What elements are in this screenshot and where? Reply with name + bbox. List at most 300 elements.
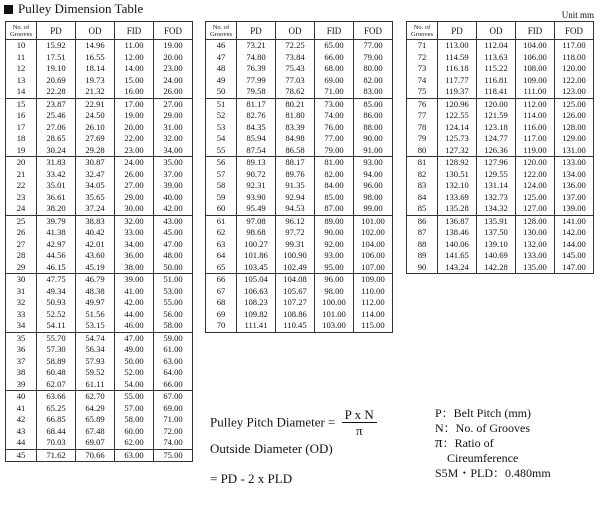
table-cell: 112.00 bbox=[516, 98, 555, 110]
table-cell: 111.41 bbox=[237, 320, 276, 332]
table-cell: 115.22 bbox=[477, 63, 516, 75]
table-cell: 136.00 bbox=[555, 180, 594, 192]
table-cell: 86.58 bbox=[276, 145, 315, 157]
table-cell: 34.05 bbox=[76, 180, 115, 192]
table-cell: 26.00 bbox=[115, 169, 154, 181]
dimension-table-1 bbox=[5, 21, 193, 462]
table-cell: 30.87 bbox=[76, 157, 115, 169]
table-cell: 41.00 bbox=[115, 286, 154, 298]
table-cell: 97.08 bbox=[237, 215, 276, 227]
table-cell: 107.27 bbox=[276, 297, 315, 309]
column-header: FOD bbox=[154, 22, 193, 40]
table-cell: 52 bbox=[206, 110, 237, 122]
table-cell: 36.61 bbox=[37, 192, 76, 204]
table-cell: 83.39 bbox=[276, 122, 315, 134]
table-cell: 118.41 bbox=[477, 86, 516, 98]
table-row bbox=[6, 86, 193, 98]
table-row bbox=[206, 75, 393, 87]
table-cell: 51 bbox=[206, 98, 237, 110]
table-row bbox=[206, 262, 393, 274]
table-cell: 45.19 bbox=[76, 262, 115, 274]
table-cell: 82.76 bbox=[237, 110, 276, 122]
table-cell: 44 bbox=[6, 437, 37, 449]
table-cell: 68.44 bbox=[37, 426, 76, 438]
table-cell: 74 bbox=[407, 75, 438, 87]
table-cell: 48 bbox=[206, 63, 237, 75]
table-cell: 28.65 bbox=[37, 133, 76, 145]
table-cell: 132.73 bbox=[477, 192, 516, 204]
table-cell: 69.00 bbox=[154, 403, 193, 415]
table-cell: 19 bbox=[6, 145, 37, 157]
table-cell: 77.00 bbox=[315, 133, 354, 145]
table-cell: 140.69 bbox=[477, 250, 516, 262]
table-cell: 102.49 bbox=[276, 262, 315, 274]
table-cell: 29 bbox=[6, 262, 37, 274]
table-cell: 27.69 bbox=[76, 133, 115, 145]
table-cell: 125.00 bbox=[516, 192, 555, 204]
table-cell: 57.30 bbox=[37, 344, 76, 356]
table-cell: 140.06 bbox=[438, 239, 477, 251]
table-cell: 143.24 bbox=[438, 262, 477, 274]
table-row bbox=[407, 192, 594, 204]
table-cell: 51.56 bbox=[76, 309, 115, 321]
table-cell: 42.97 bbox=[37, 239, 76, 251]
table-cell: 47.00 bbox=[115, 332, 154, 344]
table-row bbox=[6, 356, 193, 368]
table-cell: 23.87 bbox=[37, 98, 76, 110]
table-cell: 96.12 bbox=[276, 215, 315, 227]
table-cell: 59 bbox=[206, 192, 237, 204]
table-cell: 98.00 bbox=[315, 286, 354, 298]
table-cell: 128.00 bbox=[555, 122, 594, 134]
table-cell: 17 bbox=[6, 122, 37, 134]
table-cell: 129.00 bbox=[555, 133, 594, 145]
table-cell: 30 bbox=[6, 274, 37, 286]
table-cell: 18.14 bbox=[76, 63, 115, 75]
table-cell: 22.28 bbox=[37, 86, 76, 98]
table-cell: 79.00 bbox=[354, 52, 393, 64]
table-cell: 75.00 bbox=[154, 449, 193, 462]
table-cell: 125.73 bbox=[438, 133, 477, 145]
column-header: FID bbox=[315, 22, 354, 40]
table-cell: 29.00 bbox=[154, 110, 193, 122]
table-cell: 69 bbox=[206, 309, 237, 321]
table-cell: 82.00 bbox=[354, 75, 393, 87]
table-cell: 19.10 bbox=[37, 63, 76, 75]
table-row bbox=[6, 63, 193, 75]
table-row bbox=[6, 145, 193, 157]
table-row bbox=[407, 86, 594, 98]
table-cell: 21.32 bbox=[76, 86, 115, 98]
table-cell: 90.00 bbox=[354, 133, 393, 145]
table-row bbox=[206, 110, 393, 122]
table-cell: 67.48 bbox=[76, 426, 115, 438]
table-cell: 19.00 bbox=[154, 40, 193, 52]
table-cell: 39.79 bbox=[37, 215, 76, 227]
table-cell: 63.00 bbox=[154, 356, 193, 368]
table-cell: 85.94 bbox=[237, 133, 276, 145]
table-cell: 147.00 bbox=[555, 262, 594, 274]
table-row bbox=[206, 203, 393, 215]
table-cell: 32.00 bbox=[154, 133, 193, 145]
table-cell: 99.00 bbox=[354, 203, 393, 215]
table-cell: 108.23 bbox=[237, 297, 276, 309]
table-cell: 19.73 bbox=[76, 75, 115, 87]
table-cell: 40.00 bbox=[154, 192, 193, 204]
table-cell: 64.00 bbox=[154, 367, 193, 379]
table-cell: 46.79 bbox=[76, 274, 115, 286]
table-cell: 72 bbox=[407, 52, 438, 64]
table-cell: 116.18 bbox=[438, 63, 477, 75]
table-cell: 64.29 bbox=[76, 403, 115, 415]
table-cell: 84.98 bbox=[276, 133, 315, 145]
table-cell: 30.24 bbox=[37, 145, 76, 157]
table-cell: 25.46 bbox=[37, 110, 76, 122]
table-row bbox=[6, 133, 193, 145]
table-cell: 24 bbox=[6, 203, 37, 215]
table-cell: 71.00 bbox=[315, 86, 354, 98]
legend bbox=[435, 406, 551, 481]
table-cell: 76.39 bbox=[237, 63, 276, 75]
table-row bbox=[6, 262, 193, 274]
table-cell: 22 bbox=[6, 180, 37, 192]
table-cell: 71.62 bbox=[37, 449, 76, 462]
table-cell: 103.45 bbox=[237, 262, 276, 274]
header-row bbox=[6, 22, 193, 40]
table-cell: 55.00 bbox=[115, 391, 154, 403]
table-cell: 77 bbox=[407, 110, 438, 122]
table-cell: 132.10 bbox=[438, 180, 477, 192]
table-cell: 44.00 bbox=[115, 309, 154, 321]
table-row bbox=[206, 274, 393, 286]
table-row bbox=[206, 157, 393, 169]
table-row bbox=[6, 426, 193, 438]
table-cell: 104.00 bbox=[516, 40, 555, 52]
table-cell: 71 bbox=[407, 40, 438, 52]
table-cell: 35 bbox=[6, 332, 37, 344]
table-cell: 60 bbox=[206, 203, 237, 215]
table-cell: 27.00 bbox=[154, 98, 193, 110]
table-row bbox=[206, 309, 393, 321]
table-cell: 142.00 bbox=[555, 227, 594, 239]
table-cell: 127.96 bbox=[477, 157, 516, 169]
table-row bbox=[6, 110, 193, 122]
table-cell: 62.07 bbox=[37, 379, 76, 391]
table-row bbox=[407, 133, 594, 145]
table-cell: 48.38 bbox=[76, 286, 115, 298]
table-cell: 42.00 bbox=[154, 203, 193, 215]
table-cell: 47.75 bbox=[37, 274, 76, 286]
table-cell: 137.50 bbox=[477, 227, 516, 239]
table-cell: 108.86 bbox=[276, 309, 315, 321]
column-header: PD bbox=[37, 22, 76, 40]
table-cell: 79.58 bbox=[237, 86, 276, 98]
table-cell: 56 bbox=[206, 157, 237, 169]
table-cell: 42.01 bbox=[76, 239, 115, 251]
table-cell: 74.00 bbox=[315, 110, 354, 122]
table-cell: 124.14 bbox=[438, 122, 477, 134]
table-cell: 54.74 bbox=[76, 332, 115, 344]
table-cell: 41 bbox=[6, 403, 37, 415]
table-cell: 93.00 bbox=[354, 157, 393, 169]
table-cell: 58.89 bbox=[37, 356, 76, 368]
table-cell: 66 bbox=[206, 274, 237, 286]
table-cell: 115.00 bbox=[354, 320, 393, 332]
table-cell: 34.00 bbox=[115, 239, 154, 251]
table-cell: 69.07 bbox=[76, 437, 115, 449]
table-cell: 90.72 bbox=[237, 169, 276, 181]
table-cell: 137.00 bbox=[555, 192, 594, 204]
table-cell: 77.00 bbox=[354, 40, 393, 52]
table-row bbox=[407, 180, 594, 192]
table-cell: 29.00 bbox=[115, 192, 154, 204]
table-cell: 75 bbox=[407, 86, 438, 98]
table-cell: 124.77 bbox=[477, 133, 516, 145]
table-row bbox=[6, 274, 193, 286]
table-cell: 118.00 bbox=[555, 52, 594, 64]
table-cell: 75.43 bbox=[276, 63, 315, 75]
table-cell: 46 bbox=[206, 40, 237, 52]
table-cell: 97.72 bbox=[276, 227, 315, 239]
table-cell: 77.03 bbox=[276, 75, 315, 87]
table-cell: 114.00 bbox=[354, 309, 393, 321]
table-cell: 78 bbox=[407, 122, 438, 134]
table-cell: 12 bbox=[6, 63, 37, 75]
table-cell: 63.66 bbox=[37, 391, 76, 403]
table-cell: 14.00 bbox=[115, 63, 154, 75]
table-cell: 86 bbox=[407, 215, 438, 227]
table-cell: 73 bbox=[407, 63, 438, 75]
column-header: PD bbox=[237, 22, 276, 40]
column-header: OD bbox=[477, 22, 516, 40]
column-header: FID bbox=[516, 22, 555, 40]
table-cell: 92.94 bbox=[276, 192, 315, 204]
table-cell: 33 bbox=[6, 309, 37, 321]
column-header: OD bbox=[76, 22, 115, 40]
table-cell: 24.00 bbox=[115, 157, 154, 169]
table-cell: 32.47 bbox=[76, 169, 115, 181]
table-cell: 74.00 bbox=[154, 437, 193, 449]
table-cell: 47.00 bbox=[154, 239, 193, 251]
table-row bbox=[407, 52, 594, 64]
table-row bbox=[6, 215, 193, 227]
table-cell: 65.25 bbox=[37, 403, 76, 415]
table-cell: 122.00 bbox=[555, 75, 594, 87]
table-cell: 74.80 bbox=[237, 52, 276, 64]
table-cell: 39.00 bbox=[115, 274, 154, 286]
table-cell: 138.46 bbox=[438, 227, 477, 239]
table-cell: 47 bbox=[206, 52, 237, 64]
table-cell: 53.15 bbox=[76, 320, 115, 332]
table-cell: 19.00 bbox=[115, 110, 154, 122]
table-cell: 85.00 bbox=[315, 192, 354, 204]
table-cell: 55.70 bbox=[37, 332, 76, 344]
legend-pld: S5M・PLD：0.480mm bbox=[435, 466, 551, 480]
column-header: OD bbox=[276, 22, 315, 40]
table-cell: 93.00 bbox=[315, 250, 354, 262]
table-row bbox=[206, 286, 393, 298]
table-cell: 21 bbox=[6, 169, 37, 181]
table-cell: 61 bbox=[206, 215, 237, 227]
table-cell: 139.10 bbox=[477, 239, 516, 251]
table-cell: 121.59 bbox=[477, 110, 516, 122]
table-cell: 82 bbox=[407, 169, 438, 181]
table-cell: 42.00 bbox=[115, 297, 154, 309]
table-cell: 31.00 bbox=[154, 122, 193, 134]
table-row bbox=[6, 75, 193, 87]
table-cell: 16 bbox=[6, 110, 37, 122]
table-cell: 50.00 bbox=[115, 356, 154, 368]
table-row bbox=[206, 239, 393, 251]
table-row bbox=[6, 192, 193, 204]
legend-pi-text2: Cireumference bbox=[447, 451, 519, 465]
table-cell: 66.00 bbox=[154, 379, 193, 391]
table-cell: 22.91 bbox=[76, 98, 115, 110]
table-cell: 66.00 bbox=[315, 52, 354, 64]
table-cell: 57.00 bbox=[115, 403, 154, 415]
table-cell: 17.00 bbox=[115, 98, 154, 110]
table-row bbox=[407, 157, 594, 169]
table-row bbox=[407, 262, 594, 274]
table-cell: 17.51 bbox=[37, 52, 76, 64]
table-cell: 80.21 bbox=[276, 98, 315, 110]
table-cell: 144.00 bbox=[555, 239, 594, 251]
table-cell: 68 bbox=[206, 297, 237, 309]
table-cell: 37 bbox=[6, 356, 37, 368]
table-row bbox=[6, 98, 193, 110]
table-cell: 62 bbox=[206, 227, 237, 239]
table-cell: 38.20 bbox=[37, 203, 76, 215]
table-cell: 49.34 bbox=[37, 286, 76, 298]
table-row bbox=[6, 320, 193, 332]
table-cell: 145.00 bbox=[555, 250, 594, 262]
table-row bbox=[206, 52, 393, 64]
table-cell: 101.86 bbox=[237, 250, 276, 262]
table-cell: 55.00 bbox=[154, 297, 193, 309]
table-row bbox=[206, 63, 393, 75]
bullet-square-icon bbox=[4, 5, 13, 14]
table-cell: 104.00 bbox=[354, 239, 393, 251]
table-cell: 88.17 bbox=[276, 157, 315, 169]
table-cell: 65.00 bbox=[315, 40, 354, 52]
table-cell: 26 bbox=[6, 227, 37, 239]
table-cell: 20.00 bbox=[115, 122, 154, 134]
table-cell: 73.00 bbox=[315, 98, 354, 110]
table-cell: 65.89 bbox=[76, 414, 115, 426]
table-cell: 24.00 bbox=[154, 75, 193, 87]
table-cell: 15.92 bbox=[37, 40, 76, 52]
legend-p: P：Belt Pitch (mm) bbox=[435, 406, 532, 420]
table-cell: 26.10 bbox=[76, 122, 115, 134]
table-cell: 133.00 bbox=[516, 250, 555, 262]
table-row bbox=[407, 122, 594, 134]
table-cell: 73.21 bbox=[237, 40, 276, 52]
table-cell: 36.00 bbox=[115, 250, 154, 262]
table-cell: 43.00 bbox=[154, 215, 193, 227]
table-cell: 55 bbox=[206, 145, 237, 157]
table-cell: 98.00 bbox=[354, 192, 393, 204]
table-cell: 52.00 bbox=[115, 367, 154, 379]
table-cell: 31 bbox=[6, 286, 37, 298]
table-cell: 109.00 bbox=[516, 75, 555, 87]
table-cell: 70.03 bbox=[37, 437, 76, 449]
table-row bbox=[6, 180, 193, 192]
table-cell: 127.00 bbox=[516, 203, 555, 215]
table-cell: 88 bbox=[407, 239, 438, 251]
table-cell: 45.00 bbox=[154, 227, 193, 239]
table-cell: 67.00 bbox=[154, 391, 193, 403]
table-row bbox=[206, 122, 393, 134]
table-cell: 65 bbox=[206, 262, 237, 274]
table-cell: 54.11 bbox=[37, 320, 76, 332]
table-cell: 82.00 bbox=[315, 169, 354, 181]
table-cell: 100.00 bbox=[315, 297, 354, 309]
table-cell: 68.00 bbox=[315, 63, 354, 75]
table-cell: 36 bbox=[6, 344, 37, 356]
table-row bbox=[6, 157, 193, 169]
table-cell: 62.00 bbox=[115, 437, 154, 449]
table-row bbox=[407, 75, 594, 87]
table-cell: 84.35 bbox=[237, 122, 276, 134]
table-cell: 52.52 bbox=[37, 309, 76, 321]
table-cell: 91.00 bbox=[354, 145, 393, 157]
table-cell: 51.00 bbox=[154, 274, 193, 286]
table-cell: 84 bbox=[407, 192, 438, 204]
table-row bbox=[6, 391, 193, 403]
table-cell: 60.48 bbox=[37, 367, 76, 379]
table-cell: 60.00 bbox=[115, 426, 154, 438]
table-cell: 23.00 bbox=[154, 63, 193, 75]
table-cell: 117.00 bbox=[555, 40, 594, 52]
table-cell: 43.60 bbox=[76, 250, 115, 262]
table-cell: 89 bbox=[407, 250, 438, 262]
table-cell: 27 bbox=[6, 239, 37, 251]
table-cell: 90.00 bbox=[315, 227, 354, 239]
table-cell: 127.32 bbox=[438, 145, 477, 157]
table-cell: 93.90 bbox=[237, 192, 276, 204]
table-row bbox=[407, 215, 594, 227]
table-cell: 56.34 bbox=[76, 344, 115, 356]
table-cell: 20.00 bbox=[154, 52, 193, 64]
table-cell: 100.27 bbox=[237, 239, 276, 251]
table-cell: 98.68 bbox=[237, 227, 276, 239]
table-cell: 113.63 bbox=[477, 52, 516, 64]
table-cell: 77.99 bbox=[237, 75, 276, 87]
table-cell: 120.00 bbox=[477, 98, 516, 110]
pi-symbol: π bbox=[435, 435, 443, 451]
table-cell: 37.24 bbox=[76, 203, 115, 215]
table-cell: 126.00 bbox=[555, 110, 594, 122]
table-cell: 141.00 bbox=[555, 215, 594, 227]
table-cell: 63.00 bbox=[115, 449, 154, 462]
table-cell: 27.06 bbox=[37, 122, 76, 134]
table-cell: 72.00 bbox=[154, 426, 193, 438]
table-cell: 87 bbox=[407, 227, 438, 239]
table-cell: 101.00 bbox=[354, 215, 393, 227]
table-cell: 42 bbox=[6, 414, 37, 426]
table-cell: 106.00 bbox=[354, 250, 393, 262]
table-cell: 129.55 bbox=[477, 169, 516, 181]
table-cell: 11 bbox=[6, 52, 37, 64]
table-cell: 114.00 bbox=[516, 110, 555, 122]
table-cell: 130.00 bbox=[516, 227, 555, 239]
table-cell: 50.93 bbox=[37, 297, 76, 309]
table-cell: 78.62 bbox=[276, 86, 315, 98]
fraction-denominator: π bbox=[355, 423, 363, 438]
table-cell: 59.52 bbox=[76, 367, 115, 379]
table-cell: 102.00 bbox=[354, 227, 393, 239]
table-row bbox=[6, 344, 193, 356]
